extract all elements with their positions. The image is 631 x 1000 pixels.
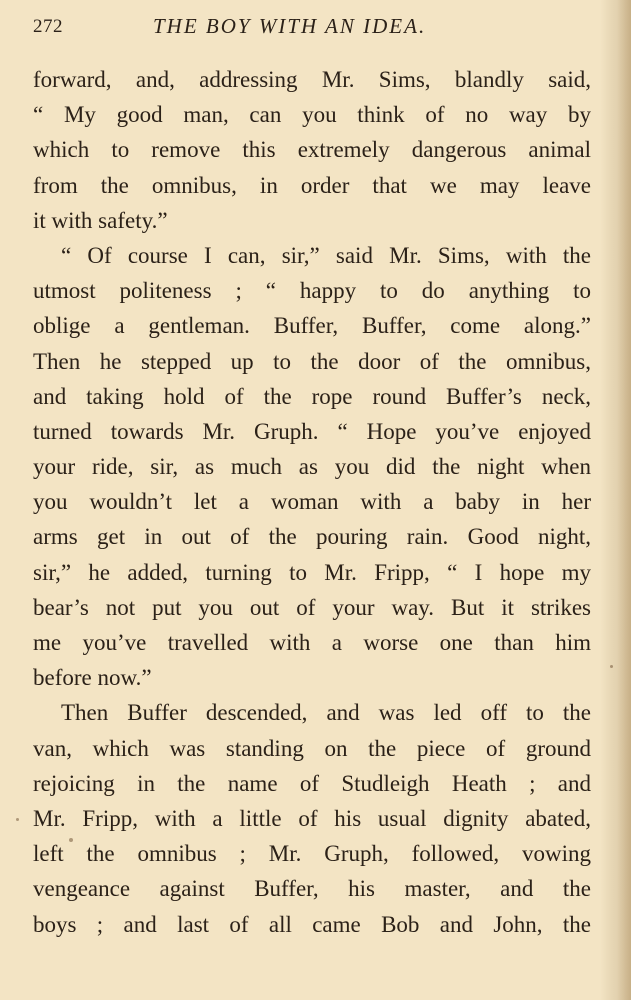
text-line: and taking hold of the rope round Buffer’s neck, — [33, 383, 591, 409]
text-line: boys ; and last of all came Bob and John, the — [33, 911, 591, 937]
text-line: Then Buffer descended, and was led off to the — [61, 700, 591, 726]
text-line: before now.” — [33, 665, 152, 691]
text-line: you wouldn’t let a woman with a baby in her — [33, 489, 591, 515]
text-line: oblige a gentleman. Buffer, Buffer, come along.” — [33, 313, 591, 339]
text-line: it with safety.” — [33, 207, 168, 233]
text-line: sir,” he added, turning to Mr. Fripp, “ I hope my — [33, 559, 591, 585]
body-text — [33, 62, 591, 942]
text-line: forward, and, addressing Mr. Sims, blandly said, — [33, 67, 591, 92]
text-line: “ Of course I can, sir,” said Mr. Sims, with the — [61, 242, 591, 268]
text-line: van, which was standing on the piece of ground — [33, 735, 591, 761]
text-line: vengeance against Buffer, his master, and the — [33, 876, 591, 902]
text-line: Then he stepped up to the door of the omnibus, — [33, 348, 591, 374]
print-speck — [69, 838, 73, 842]
text-line: bear’s not put you out of your way. But it strikes — [33, 594, 591, 620]
text-line: rejoicing in the name of Studleigh Heath ; and — [33, 770, 591, 796]
text-line: me you’ve travelled with a worse one than him — [33, 630, 591, 655]
text-line: utmost politeness ; “ happy to do anything to — [33, 278, 591, 304]
page-header — [33, 10, 593, 44]
text-line: arms get in out of the pouring rain. Good night, — [33, 524, 591, 550]
print-speck — [16, 818, 19, 821]
text-line: “ My good man, can you think of no way by — [33, 102, 591, 128]
print-speck — [610, 665, 613, 668]
text-line: from the omnibus, in order that we may leave — [33, 172, 591, 198]
text-line: Mr. Fripp, with a little of his usual dignity abated, — [33, 805, 591, 831]
running-head: THE BOY WITH AN IDEA. — [153, 14, 427, 38]
page-number: 272 — [33, 16, 63, 37]
page-edge-shadow — [617, 0, 631, 1000]
text-line: your ride, sir, as much as you did the night when — [33, 454, 591, 480]
text-line: turned towards Mr. Gruph. “ Hope you’ve enjoyed — [33, 418, 591, 444]
text-line: which to remove this extremely dangerous animal — [33, 137, 591, 163]
text-line: left the omnibus ; Mr. Gruph, followed, vowing — [33, 841, 591, 867]
